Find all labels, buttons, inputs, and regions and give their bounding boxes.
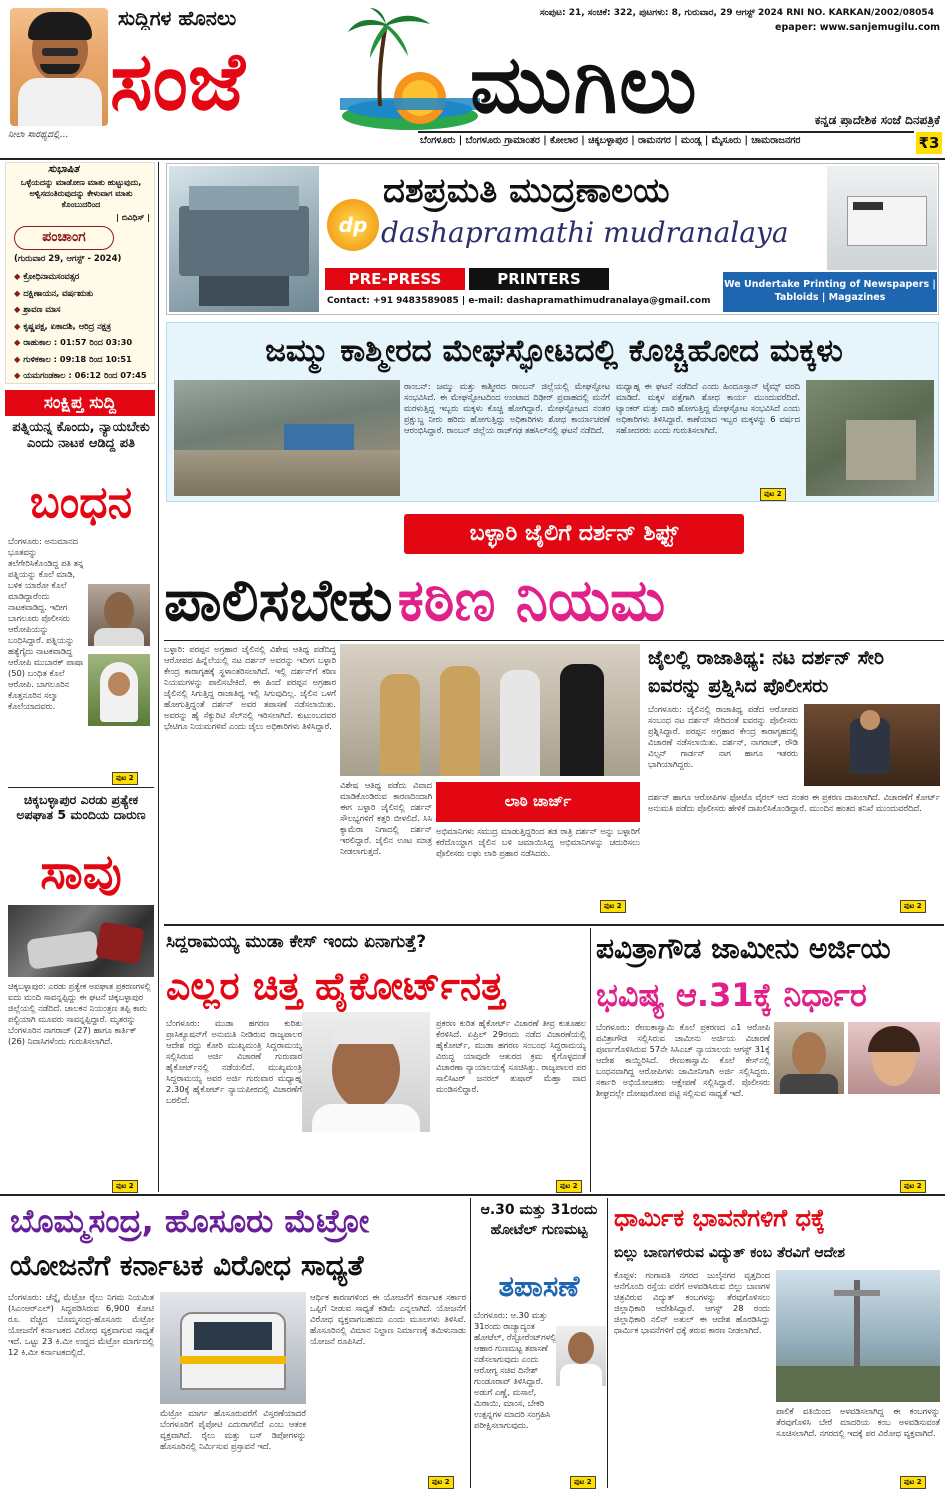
darshan-rule [164,640,944,641]
printer-photo [827,166,937,270]
jail-headline: ಜೈಲಲ್ಲಿ ರಾಜಾತಿಥ್ಯ: ನಟ ದರ್ಶನ್ ಸೇರಿ ಐವರನ್ನು ಪ್ರಶ್ನಿಸಿದ ಪೊಲೀಸರು [648,647,885,697]
darshan-more-button[interactable]: ಪುಟ 2 [600,900,626,913]
dp-logo [327,199,379,251]
price-badge: ₹3 [916,132,942,154]
panchanga-date: (ಗುರುವಾರ 29, ಆಗಸ್ಟ್ - 2024) [14,254,122,264]
sidebar-vertical-rule [158,162,159,1192]
panchanga-item: ◆ ಯಮಗಂಡಕಾಲ : 06:12 ರಿಂದ 07:45 [14,370,147,380]
rni-number: RNI NO. KARKAN/2002/08054 [786,8,934,18]
dharmika-col2: ಪಾಲಿಕೆ ವತಿಯಿಂದ ಅಳವಡಿಸಲಾಗಿದ್ದ ಈ ಕಂಬಗಳನ್ನು ತೆರವುಗೊಳಿಸಿ ಬೇರೆ ಮಾದರಿಯ ಕಂಬ ಅಳವಡಿಸುವಂತೆ ಸೂಚಿಸಲಾಗಿದೆ. ನಗರದಲ್ಲಿ ಇದಕ್ಕೆ ಪರ ವಿರೋಧ ವ್ಯಕ್ತವಾಗಿದೆ. [776,1406,940,1438]
jail-body2: ದರ್ಶನ್ ಹಾಗೂ ಆರೋಪಿಗಳ ಫೋಟೊ ವೈರಲ್ ಆದ ನಂತರ ಈ ಪ್ರಕರಣ ದಾಖಲಾಗಿದೆ. ವಿಚಾರಣೆಗೆ ಕೋರ್ಟ್ ಅನುಮತಿ ಪಡೆದು ಪೊಲೀಸರು ಹೇಳಿಕೆ ದಾಖಲಿಸಿಕೊಂಡಿದ್ದಾರೆ. ಮುಂದಿನ ಹಂತದ ತನಿಖೆ ಮುಂದುವರೆದಿದೆ. [648,792,940,813]
subhashita-heading: ಸುಭಾಷಿತ [48,164,79,175]
darshan-headline [164,560,944,640]
bullet-icon: ◆ [14,271,24,281]
hotel-body: ಬೆಂಗಳೂರು: ಆ.30 ಮತ್ತು 31ರಂದು ರಾಜ್ಯಾದ್ಯಂತ ಹೋಟೆಲ್, ರೆಸ್ಟೋರೆಂಟ್‌ಗಳಲ್ಲಿ ಆಹಾರ ಗುಣಮಟ್ಟ ತಪಾಸಣೆ ನಡೆಸಲಾಗುವುದು ಎಂದು ಆರೋಗ್ಯ ಸಚಿವ ದಿನೇಶ್ ಗುಂಡೂರಾವ್ ತಿಳಿಸಿದ್ದಾರೆ. ಅಡುಗೆ ಎಣ್ಣೆ, ಮಸಾಲೆ, ಮಿಠಾಯಿ, ಮಾಂಸ, ಬೇಕರಿ ಉತ್ಪನ್ನಗಳ ಮಾದರಿ ಸಂಗ್ರಹಿಸಿ ಪರೀಕ್ಷಿಸಲಾಗುವುದು. [474,1310,557,1430]
printing-ad[interactable] [166,163,939,315]
hotel-headline: ತಪಾಸಣೆ [498,1269,580,1303]
masthead-bottom-rule [0,158,945,160]
dharmika-headline: ಧಾರ್ಮಿಕ ಭಾವನೆಗಳಿಗೆ ಧಕ್ಕೆ [614,1204,825,1232]
story2-body: ಚಿಕ್ಕಬಳ್ಳಾಪುರ: ಎರಡು ಪ್ರತ್ಯೇಕ ಅಪಘಾತ ಪ್ರಕರಣಗಳಲ್ಲಿ ಐದು ಮಂದಿ ಸಾವನ್ನಪ್ಪಿದ್ದು ಈ ಘಟನೆ ಚಿಕ್ಕಬಳ್ಳಾಪುರ ಜಿಲ್ಲೆಯಲ್ಲಿ ನಡೆದಿದೆ. ಚಾಲಕನ ನಿಯಂತ್ರಣ ತಪ್ಪಿ ಕಾರು ಪಲ್ಟಿಯಾಗಿ ಮೂವರು ಸಾವನ್ನಪ್ಪಿದ್ದಾರೆ. ಮೃತರನ್ನು ಬೆಂಗಳೂರಿನ ನಾಗರಾಜ್ (27) ಹಾಗೂ ಕಾರ್ತಿಕ್ (26) ನಿವಾಸಿಗಳೆಂದು ಗುರುತಿಸಲಾಗಿದೆ. [8,981,151,1046]
metro-col2: ಆರ್ಥಿಕ ಕಾರಣಗಳಿಂದ ಈ ಯೋಜನೆಗೆ ಕರ್ನಾಟಕ ಸರ್ಕಾರ ಒಪ್ಪಿಗೆ ನೀಡುವ ಸಾಧ್ಯತೆ ಕಡಿಮೆ ಎನ್ನಲಾಗಿದೆ. ಯೋಜನೆಗೆ ವಿರೋಧ ವ್ಯಕ್ತವಾಗಬಹುದು ಎಂದು ಮೂಲಗಳು ತಿಳಿಸಿವೆ. ಹೊಸೂರಿನಲ್ಲಿ ವಿಮಾನ ನಿಲ್ದಾಣ ನಿರ್ಮಾಣಕ್ಕೆ ತಮಿಳುನಾಡು ಯೋಜನೆ ರೂಪಿಸಿದೆ. [310,1292,466,1346]
editor-caption: ನೀಲಾ ಸಾರಥ್ಯದಲ್ಲಿ... [8,130,69,140]
metro-col3: ಮೆಟ್ರೋ ಮಾರ್ಗ ಹೊಸೂರುವರೆಗೆ ವಿಸ್ತರಣೆಯಾದರೆ ಬೆಂಗಳೂರಿಗೆ ಪೈಪೋಟಿ ಎದುರಾಗಲಿದೆ ಎಂಬ ಆತಂಕ ವ್ಯಕ್ತವಾಗಿದೆ. ರೈಲು ಮತ್ತು ಬಸ್ ಡಿಪೋಗಳನ್ನು ಹೊಸೂರಿನಲ್ಲಿ ನಿರ್ಮಿಸುವ ಪ್ರಸ್ತಾವನೆ ಇದೆ. [160,1408,306,1451]
sunset-palm-logo [340,6,480,131]
darshan-body1: ಬಳ್ಳಾರಿ: ಪರಪ್ಪನ ಅಗ್ರಹಾರ ಜೈಲಿನಲ್ಲಿ ವಿಶೇಷ ಆತಿಥ್ಯ ಪಡೆದಿದ್ದ ಆರೋಪದ ಹಿನ್ನೆಲೆಯಲ್ಲಿ ನಟ ದರ್ಶನ್ ಅವರನ್ನು ಇದೀಗ ಬಳ್ಳಾರಿ ಕೇಂದ್ರ ಕಾರಾಗೃಹಕ್ಕೆ ಸ್ಥಳಾಂತರಿಸಲಾಗಿದೆ. ಇಲ್ಲಿ ದರ್ಶನ್‌ಗೆ ಕಠಿಣ ನಿಯಮಗಳನ್ನು ಪಾಲಿಸಬೇಕಿದೆ. ಈ ಹಿಂದೆ ಪರಪ್ಪನ ಅಗ್ರಹಾರ ಜೈಲಿನಲ್ಲಿ ಸಿಗುತ್ತಿದ್ದ ರಾಜಾತಿಥ್ಯ ಇಲ್ಲಿ ಸಿಗುವುದಿಲ್ಲ. ಜೈಲಿನ ಒಳಗೆ ಹೋಗುತ್ತಿದ್ದಂತೆ ದರ್ಶನ್ ಅವರ ತಪಾಸಣೆ ನಡೆಸಲಾಯಿತು. ಅವರನ್ನು ಹೈ ಸೆಕ್ಯುರಿಟಿ ಸೆಲ್‌ನಲ್ಲಿ ಇರಿಸಲಾಗಿದೆ. ಕುಟುಂಬದವರ ಭೇಟಿಗೂ ನಿಯಮಗಳಿವೆ ಎಂದು ಜೈಲು ಅಧಿಕಾರಿಗಳು ತಿಳಿಸಿದ್ದಾರೆ. [164,644,336,731]
panchanga-heading: ಪಂಚಾಂಗ [14,226,114,250]
masthead-title-right: ಮುಗಿಲು [470,37,699,131]
jammu-headline: ಜಮ್ಮು ಕಾಶ್ಮೀರದ ಮೇಘಸ್ಫೋಟದಲ್ಲಿ ಕೊಚ್ಚಿಹೋದ ಮಕ್ಕಳು [265,333,843,369]
bullet-icon: ◆ [14,287,24,298]
hotel-kicker: ಆ.30 ಮತ್ತು 31ರಂದು ಹೋಟೆಲ್ ಗುಣಮಟ್ಟ [480,1202,598,1238]
flood-photo-1 [174,380,400,496]
story2-more-button[interactable]: ಪುಟ 2 [112,1180,138,1193]
jammu-col1: ರಾಂಬನ್: ಜಮ್ಮು ಮತ್ತು ಕಾಶ್ಮೀರದ ರಾಂಬನ್ ಜಿಲ್ಲೆಯಲ್ಲಿ ಮೇಘಸ್ಫೋಟ ಸಂಭವಿಸಿದೆ. ಈ ಮೇಘಸ್ಫೋಟದಿಂದ ಉಂಟಾದ ದಿಢೀರ್ ಪ್ರವಾಹದಲ್ಲಿ ಮನೆಗೆ ಮರಳುತ್ತಿದ್ದ ಇಬ್ಬರು ಮಕ್ಕಳು ಕೊಚ್ಚಿ ಹೋಗಿದ್ದಾರೆ. ಮೇಘಸ್ಫೋಟದ ನಂತರ ಪ್ರಕ್ಷುಬ್ಧ ನೀರು ಹರಿದು ಹೋಗುತ್ತಿದ್ದು ಅಧಿಕಾರಿಗಳು ಶೋಧ ಕಾರ್ಯಾಚರಣೆ ಆರಂಭಿಸಿದ್ದಾರೆ. ರಾಂಬನ್ ಜಿಲ್ಲೆಯ ರಾಜ್‌ಗಢ ತಹಸಿಲ್‌ನಲ್ಲಿ ಘಟನೆ ನಡೆದಿದೆ. [404,381,610,435]
sankshipta-heading: ಸಂಕ್ಷಿಪ್ತ ಸುದ್ದಿ [5,390,155,416]
metro-col1: ಬೆಂಗಳೂರು: ಚೆನ್ನೈ ಮೆಟ್ರೋ ರೈಲು ನಿಗಮ ನಿಯಮಿತ (ಸಿಎಂಆರ್‌ಎಲ್) ಸಿದ್ಧಪಡಿಸಿರುವ 6,900 ಕೋಟಿ ರೂ. ವೆಚ್ಚದ ಬೊಮ್ಮಸಂದ್ರ-ಹೊಸೂರು ಮೆಟ್ರೋ ಯೋಜನೆಗೆ ಕರ್ನಾಟಕದ ವಿರೋಧ ವ್ಯಕ್ತವಾಗುವ ಸಾಧ್ಯತೆ ಇದೆ. ಒಟ್ಟು 23 ಕಿ.ಮೀ ಉದ್ದದ ಮೆಟ್ರೋ ಮಾರ್ಗದಲ್ಲಿ 12 ಕಿ.ಮೀ ಕರ್ನಾಟಕದಲ್ಲಿದೆ. [8,1292,154,1357]
story1-kicker: ಪತ್ನಿಯನ್ನ ಕೊಂದು, ನ್ಯಾಯಬೇಕು ಎಂದು ನಾಟಕ ಆಡಿದ್ದ ಪತಿ [12,420,150,451]
story1-body: ಬೆಂಗಳೂರು: ಅನುಮಾನದ ಭೂತವನ್ನು ತಲೆಗೇರಿಸಿಕೊಂಡಿದ್ದ ಪತಿ ತನ್ನ ಪತ್ನಿಯನ್ನು ಕೊಲೆ ಮಾಡಿ, ಬಳಿಕ ಯಾರೋ ಕೊಲೆ ಮಾಡಿದ್ದಾರೆಂದು ನಾಟಕವಾಡಿದ್ದ. ಇದೀಗ ಬಾಗಲೂರು ಪೊಲೀಸರು ಆರೋಪಿಯನ್ನು ಬಂಧಿಸಿದ್ದಾರೆ. ಪತ್ನಿಯನ್ನು ಹತ್ಯೆಗೈದು ನಾಟಕವಾಡಿದ್ದ ಆರೋಪಿ ಮುಬಾರಕ್ ಪಾಷಾ (50) ಬಂಧಿತ ಕೊಲೆ ಆರೋಪಿ. ಬಾಗಲೂರಿನ ಕೊತ್ತನೂರಿನ ಸಲ್ಮಾ ಕೊಲೆಯಾದವರು. [8,536,84,711]
siddaramaiah-col2: ಪ್ರಕರಣ ಕುರಿತ ಹೈಕೋರ್ಟ್ ವಿಚಾರಣೆ ತೀವ್ರ ಕುತೂಹಲ ಕೆರಳಿಸಿದೆ. ಏಪ್ರಿಲ್ 29ರಂದು ನಡೆದ ವಿಚಾರಣೆಯಲ್ಲಿ ಹೈಕೋರ್ಟ್, ಮುಡಾ ಹಗರಣ ಸಂಬಂಧ ಸಿದ್ದರಾಮಯ್ಯ ವಿರುದ್ಧ ಯಾವುದೇ ಆತುರದ ಕ್ರಮ ಕೈಗೊಳ್ಳದಂತೆ ವಿಚಾರಣಾ ನ್ಯಾಯಾಲಯಕ್ಕೆ ಸೂಚಿಸಿತ್ತು. ರಾಜ್ಯಪಾಲರ ಪರ ಸಾಲಿಸಿಟರ್ ಜನರಲ್ ತುಷಾರ್ ಮೆಹ್ತಾ ವಾದ ಮಂಡಿಸಲಿದ್ದಾರೆ. [436,1018,586,1094]
dp-logo-text: dp [338,213,368,237]
jail-body1: ಬೆಂಗಳೂರು: ಜೈಲಿನಲ್ಲಿ ರಾಜಾತಿಥ್ಯ ಪಡೆದ ಆರೋಪದ ಸಂಬಂಧ ನಟ ದರ್ಶನ್ ಸೇರಿದಂತೆ ಐವರನ್ನು ಪೊಲೀಸರು ಪ್ರಶ್ನಿಸಿದ್ದಾರೆ. ಪರಪ್ಪನ ಅಗ್ರಹಾರ ಕೇಂದ್ರ ಕಾರಾಗೃಹದಲ್ಲಿ ವಿಚಾರಣೆ ನಡೆಸಲಾಯಿತು. ದರ್ಶನ್, ನಾಗರಾಜ್, ರೌಡಿ ವಿಲ್ಸನ್ ಗಾರ್ಡನ್ ನಾಗ ಹಾಗೂ ಇತರರು ಭಾಗಿಯಾಗಿದ್ದರು. [648,704,798,769]
sidebar-divider [8,787,154,788]
jail-cell-photo [804,704,940,786]
panchanga-list [14,268,154,384]
metro-headline-2: ಯೋಜನೆಗೆ ಕರ್ನಾಟಕ ವಿರೋಧ ಸಾಧ್ಯತೆ [10,1249,364,1282]
siddaramaiah-photo [302,1012,430,1132]
metro-headline-1: ಬೊಮ್ಮಸಂದ್ರ, ಹೊಸೂರು ಮೆಟ್ರೋ [10,1202,370,1240]
story1-more-button[interactable]: ಪುಟ 2 [112,772,138,785]
ad-contact: Contact: +91 9483589085 | e-mail: dashapramathimudranalaya@gmail.com [327,296,711,306]
ad-tag-prepress: PRE-PRESS [325,268,465,290]
masthead-title-left: ಸಂಜೆ [110,34,245,128]
panchanga-item: ◆ ಶ್ರಾವಣ ಮಾಸ [14,304,61,314]
hotel-more-button[interactable]: ಪುಟ 2 [570,1476,596,1489]
lathi-text: ಅಭಿಮಾನಿಗಳು ಸಮುದ್ರ ಮಾಡುತ್ತಿದ್ದರಿಂದ ತಡ ರಾತ್ರಿ ದರ್ಶನ್ ಅನ್ನು ಬಳ್ಳಾರಿಗೆ ಕರೆದೊಯ್ದಾಗ ಜೈಲಿನ ಬಳಿ ಜಮಾಯಿಸಿದ್ದ ಅಭಿಮಾನಿಗಳನ್ನು ಚದುರಿಸಲು ಪೊಲೀಸರು ಲಘು ಲಾಠಿ ಪ್ರಹಾರ ನಡೆಸಿದರು. [436,826,640,858]
accident-photo [8,905,154,977]
ad-services: We Undertake Printing of Newspapers | Tabloids | Magazines [723,272,937,312]
darshan-headline-black: ಪಾಲಿಸಬೇಕು [164,566,393,634]
darshan-headline-pink: ಕಠಿಣ ನಿಯಮ [397,566,666,634]
section-vertical-rule [590,928,591,1192]
masthead-rule [418,131,914,133]
accused-photo [88,584,150,646]
dharmika-col1: ಕೊಪ್ಪಳ: ಗಂಗಾವತಿ ನಗರದ ಜುಲೈನಗರ ವೃತ್ತದಿಂದ ಆನೆಗೊಂದಿ ರಸ್ತೆಯ ವರೆಗೆ ಅಳವಡಿಸಿರುವ ಬಿಲ್ಲು ಬಾಣಗಳ ಚಿತ್ರವಿರುವ ವಿದ್ಯುತ್ ಕಂಬಗಳನ್ನು ತೆರವುಗೊಳಿಸಲು ಜಿಲ್ಲಾಧಿಕಾರಿ ಆದೇಶಿಸಿದ್ದಾರೆ. ಆಗಸ್ಟ್ 28 ರಂದು ಜಿಲ್ಲಾಧಿಕಾರಿ ನಲಿನ್ ಅತುಲ್ ಈ ಆದೇಶ ಹೊರಡಿಸಿದ್ದು ಧಾರ್ಮಿಕ ಭಾವನೆಗಳಿಗೆ ಧಕ್ಕೆ ತರುವ ಕಾರಣ ನೀಡಲಾಗಿದೆ. [614,1270,770,1335]
story1-headline: ಬಂಧನ [29,477,133,528]
subhashita-attribution: | ಬಿವಿಧಿಸ್ | [116,213,150,222]
issue-info: ಸಂಪುಟ: 21, ಸಂಚಿಕೆ: 322, ಪುಟಗಳು: 8, ಗುರುವಾರ, 29 ಆಗಸ್ಟ್ 2024 [540,8,784,18]
siddaramaiah-headline: ಎಲ್ಲರ ಚಿತ್ತ ಹೈಕೋರ್ಟ್‌ನತ್ತ [166,964,505,1008]
regions-line: ಬೆಂಗಳೂರು | ಬೆಂಗಳೂರು ಗ್ರಾಮಾಂತರ | ಕೋಲಾರ | ಚಿಕ್ಕಬಳ್ಳಾಪುರ | ರಾಮನಗರ | ಮಂಡ್ಯ | ಮೈಸೂರು | ಚಾಮರಾಜನಗರ [420,135,801,146]
panchanga-item: ◆ ಗುಳಿಕಕಾಲ : 09:18 ರಿಂದ 10:51 [14,353,132,364]
jammu-col2: ಮಧ್ಯಾಹ್ನ ಈ ಘಟನೆ ನಡೆದಿದೆ ಎಂದು ಹಿಂದೂಸ್ತಾನ್ ಟೈಮ್ಸ್ ವರದಿ ಮಾಡಿದೆ. ಮಕ್ಕಳ ಪತ್ತೆಗಾಗಿ ಶೋಧ ಕಾರ್ಯ ಮುಂದುವರೆದಿದೆ. ಟ್ಯಾಂಕರ್ ಮತ್ತು ದಾರಿ ಹೋಗುತ್ತಿದ್ದ ಮೇಘಸ್ಫೋಟ ಸಂಭವಿಸಿದೆ ಎಂದು ಅಧಿಕಾರಿಗಳು ತಿಳಿಸಿದ್ದಾರೆ. ಕಾಣೆಯಾದ ಇಬ್ಬರ ಮಕ್ಕಳನ್ನು 6 ವರ್ಷದ ಸಹೋದರರು ಎಂದು ಗುರುತಿಸಲಾಗಿದೆ. [616,381,800,435]
pavithra-photo [848,1022,940,1094]
siddaramaiah-col1: ಬೆಂಗಳೂರು: ಮುಡಾ ಹಗರಣ ಕುರಿತು ಪ್ರಾಸಿಕ್ಯೂಷನ್‌ಗೆ ಅನುಮತಿ ನೀಡಿರುವ ರಾಜ್ಯಪಾಲರ ಆದೇಶ ರದ್ದು ಕೋರಿ ಮುಖ್ಯಮಂತ್ರಿ ಸಿದ್ದರಾಮಯ್ಯ ಸಲ್ಲಿಸಿರುವ ಅರ್ಜಿ ವಿಚಾರಣೆ ಗುರುವಾರ ಹೈಕೋರ್ಟ್‌ನಲ್ಲಿ ನಡೆಯಲಿದೆ. ಮುಖ್ಯಮಂತ್ರಿ ಸಿದ್ದರಾಮಯ್ಯ ಅವರ ಅರ್ಜಿ ಗುರುವಾರ ಮಧ್ಯಾಹ್ನ 2.30ಕ್ಕೆ ಹೈಕೋರ್ಟ್ ನ್ಯಾಯಪೀಠದಲ್ಲಿ ವಿಚಾರಣೆಗೆ ಬರಲಿದೆ. [166,1018,302,1105]
epaper-link[interactable]: epaper: www.sanjemugilu.com [775,22,940,33]
ad-tag-printers: PRINTERS [469,268,609,290]
dharmika-more-button[interactable]: ಪುಟ 2 [900,1476,926,1489]
pavithra-body: ಬೆಂಗಳೂರು: ರೇಣುಕಾಸ್ವಾಮಿ ಕೊಲೆ ಪ್ರಕರಣದ ಎ1 ಆರೋಪಿ ಪವಿತ್ರಾಗೌಡ ಸಲ್ಲಿಸಿರುವ ಜಾಮೀನು ಅರ್ಜಿಯ ವಿಚಾರಣೆ ಪೂರ್ಣಗೊಳಿಸಿರುವ 57ನೇ ಸಿಸಿಎಚ್ ನ್ಯಾಯಾಲಯ ಆಗಸ್ಟ್ 31ಕ್ಕೆ ಆದೇಶ ಕಾಯ್ದಿರಿಸಿದೆ. ರೇಣುಕಾಸ್ವಾಮಿ ಕೊಲೆ ಕೇಸ್‌ನಲ್ಲಿ ಬಂಧನವಾಗಿದ್ದ ಆರೋಪಿಗಳು ಜಾಮೀನಿಗಾಗಿ ಅರ್ಜಿ ಸಲ್ಲಿಸಿದ್ದರು. ಸರ್ಕಾರಿ ಅಭಿಯೋಜಕರು ಆಕ್ಷೇಪಣೆ ಸಲ್ಲಿಸಿದ್ದಾರೆ. ಪೊಲೀಸರು ಶೀಘ್ರದಲ್ಲೇ ದೋಷಾರೋಪ ಪಟ್ಟಿ ಸಲ್ಲಿಸುವ ಸಾಧ್ಯತೆ ಇದೆ. [596,1022,770,1098]
darshan-jail-photo [340,644,640,776]
flood-photo-2 [806,380,934,496]
siddaramaiah-more-button[interactable]: ಪುಟ 2 [556,1180,582,1193]
siddaramaiah-kicker: ಸಿದ್ದರಾಮಯ್ಯ ಮುಡಾ ಕೇಸ್ ಇಂದು ಏನಾಗುತ್ತೆ? [166,932,427,952]
ad-name-en: dashapramathi mudranalaya [381,216,789,249]
metro-more-button[interactable]: ಪುಟ 2 [428,1476,454,1489]
darshan-body2: ವಿಶೇಷ ಆತಿಥ್ಯ ಪಡೆದು ವಿವಾದ ಮಾಡಿಕೊಂಡಿರುವ ಕಾರಣದಿಂದಾಗಿ ಈಗ ಬಳ್ಳಾರಿ ಜೈಲಿನಲ್ಲಿ ದರ್ಶನ್ ಸೌಲಭ್ಯಗಳಿಗೆ ಕತ್ತರಿ ಬೀಳಲಿದೆ. ಸಿಸಿ ಕ್ಯಾಮೆರಾ ನಿಗಾದಲ್ಲಿ ದರ್ಶನ್ ಇರಲಿದ್ದಾರೆ. ಜೈಲಿನ ಊಟ ಮಾತ್ರ ನೀಡಲಾಗುತ್ತದೆ. [340,780,432,856]
pavithra-headline: ಭವಿಷ್ಯ ಆ.31ಕ್ಕೆ ನಿರ್ಧಾರ [596,976,867,1014]
dharmika-subhead: ಬಿಲ್ಲು ಬಾಣಗಳಿರುವ ವಿದ್ಯುತ್ ಕಂಬ ತೆರವಿಗೆ ಆದೇಶ [614,1245,845,1261]
tagline: ಸುದ್ದಿಗಳ ಹೊನಲು [118,6,237,30]
bullet-icon: ◆ [14,304,24,314]
victim-photo [88,654,150,726]
bullet-icon: ◆ [14,353,24,364]
minister-photo [556,1326,606,1386]
metro-train-photo [160,1292,306,1404]
pavithra-more-button[interactable]: ಪುಟ 2 [900,1180,926,1193]
panchanga-item: ◆ ರಾಹುಕಾಲ : 01:57 ರಿಂದ 03:30 [14,337,133,347]
issue-line [540,8,940,19]
press-machine-photo [169,166,319,312]
jammu-more-button[interactable]: ಪುಟ 2 [760,488,786,501]
lathi-label: ಲಾಠಿ ಚಾರ್ಜ್ [436,782,640,822]
bullet-icon: ◆ [14,320,24,331]
subhashita-text: ಒಳ್ಳೆಯದನ್ನು ಮಾಡೋಣ ಮಾತು ಹುಟ್ಟುವುದು, ಅಳ್ವಿಸದಂತಿರುವುದನ್ನು ಕೇಳುವಾಗ ಮಾತು ಕೊಂಬುದರಿಂದ [20,178,142,209]
pavithra-kicker: ಪವಿತ್ರಾಗೌಡ ಜಾಮೀನು ಅರ್ಜಿಯ [596,932,891,965]
story2-headline: ಸಾವು [40,844,122,900]
story2-kicker: ಚಿಕ್ಕಬಳ್ಳಾಪುರ ಎರಡು ಪ್ರತ್ಯೇಕ ಅಪಘಾತ 5 ಮಂದಿಯ ದಾರುಣ [16,792,146,822]
panchanga-item: ◆ ದಕ್ಷಿಣಾಯನ, ವರ್ಷಋತು [14,287,94,298]
ad-name-kn: ದಶಪ್ರಮತಿ ಮುದ್ರಣಾಲಯ [383,171,670,211]
panchanga-item: ◆ ಕ್ರೋಧಿನಾಮಸಂವತ್ಸರ [14,271,80,281]
bullet-icon: ◆ [14,337,24,347]
darshan-banner: ಬಳ್ಳಾರಿ ಜೈಲಿಗೆ ದರ್ಶನ್ ಶಿಫ್ಟ್ [404,514,744,554]
renukaswamy-photo [774,1022,844,1094]
editor-photo [10,8,108,126]
pole-photo [776,1270,940,1402]
panchanga-item: ◆ ಕೃಷ್ಣಪಕ್ಷ, ಏಕಾದಶಿ, ಆರಿದ್ರ ನಕ್ಷತ್ರ [14,320,111,331]
jail-more-button[interactable]: ಪುಟ 2 [900,900,926,913]
bullet-icon: ◆ [14,370,24,380]
masthead-subtitle: ಕನ್ನಡ ಪ್ರಾದೇಶಿಕ ಸಂಜೆ ದಿನಪತ್ರಿಕೆ [814,113,940,127]
section-rule-2 [0,1194,945,1196]
